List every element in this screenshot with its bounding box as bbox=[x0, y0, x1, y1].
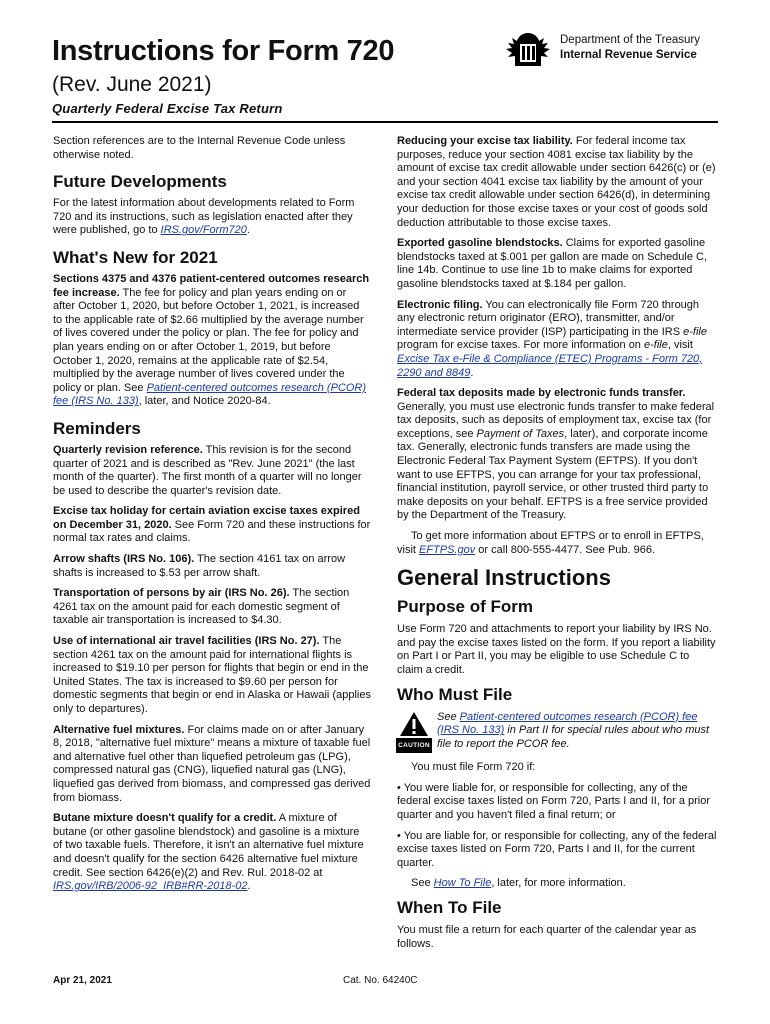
department-block bbox=[560, 33, 700, 63]
reduce-text: For federal income tax purposes, reduce your section 4081 excise tax liability by the amount of excise tax credit allowable under section 6426(c) or (e) and your section 4041 excise tax liability by the amount of your excise tax credit allowable under section 6426(d), in determining your deduction for those excise taxes or your cost of goods sold deduction attributable to those excise taxes. bbox=[397, 135, 716, 229]
purpose-paragraph: Use Form 720 and attachments to report your liability by IRS No. and pay the excise taxes listed on the form. If you report a liability on Part I or Part II, you may be eligible to use Schedule C to claim a credit. bbox=[397, 623, 716, 676]
arrow-lead: Arrow shafts (IRS No. 106). bbox=[53, 553, 195, 566]
transport-lead: Transportation of persons by air (IRS No. 26). bbox=[53, 587, 290, 600]
pcor-paragraph bbox=[53, 273, 371, 409]
caution-text bbox=[437, 711, 717, 754]
caution-label: CAUTION bbox=[396, 738, 432, 754]
eft-italic: Payment of Taxes bbox=[476, 427, 565, 440]
qrr-lead: Quarterly revision reference. bbox=[53, 443, 203, 456]
intl-air-paragraph bbox=[53, 635, 371, 717]
page-title: Instructions for Form 720 bbox=[52, 35, 395, 67]
warning-triangle-icon bbox=[399, 711, 429, 737]
eftps-link[interactable]: EFTPS.gov bbox=[419, 543, 476, 556]
purpose-heading: Purpose of Form bbox=[397, 597, 534, 617]
efile-text1: You can electronically file Form 720 through any electronic return originator (ERO), transmitter, and/or intermediate service provider (ISP) participating in the IRS bbox=[397, 298, 700, 338]
efile-text2: program for excise taxes. For more information on bbox=[397, 339, 644, 352]
caution-end: in Part II for special rules about who must file to report the PCOR fee. bbox=[437, 724, 710, 750]
intl-lead: Use of international air travel facilities (IRS No. 27). bbox=[53, 635, 320, 648]
butane-text: A mixture of butane (or other gasoline blendstock) and gasoline is a mixture of two taxable fuels. Therefore, it isn't an alternative fuel mixture and doesn't qualify for the section 6426 alternative fuel mixture credit. See section 6426(e)(2) and Rev. Rul. 2018-02 at bbox=[53, 812, 364, 879]
future-developments-paragraph bbox=[53, 197, 371, 238]
see-how-to-file-paragraph bbox=[397, 877, 717, 891]
intro-paragraph: Section references are to the Internal Revenue Code unless otherwise noted. bbox=[53, 135, 346, 161]
altfuel-text: For claims made on or after January 8, 2018, "alternative fuel mixture" means a mixture of taxable fuel and alternative fuel other than liquefied petroleum gas (LPG), compressed natural gas (CNG), liquefied natural gas (LNG), liquefied gas derived from biomass, and compressed gas derived from biomass. bbox=[53, 723, 371, 804]
exported-text: Claims for exported gasoline blendstocks taxed at $.001 per gallon are made on Schedule C, line 14b. Continue to use line 1b to make claims for exported gasoline blendstocks taxed at $.184 per gallon. bbox=[397, 237, 708, 290]
butane-paragraph bbox=[53, 812, 371, 894]
see-text: See bbox=[411, 877, 434, 890]
left-column bbox=[53, 135, 371, 901]
pcor-lead: Sections 4375 and 4376 patient-centered outcomes research fee increase. bbox=[53, 272, 370, 299]
caution-see: See bbox=[437, 710, 460, 723]
pcor-text: The fee for policy and plan years ending on or after October 1, 2020, but before October 1, 2021, is increased to the applicable rate of $2.66 multiplied by the average number of lives covered under the policy or plan. The fee for policy and plan years ending on or after October 1, 2019, but before October 1, 2020, remains at the applicable rate of $2.54, multiplied by the average number of lives covered under the policy or plan. See bbox=[53, 286, 364, 394]
who-must-file-heading: Who Must File bbox=[397, 684, 513, 704]
caution-note bbox=[397, 711, 717, 754]
irs-eagle-logo-icon bbox=[502, 30, 554, 70]
butane-lead: Butane mixture doesn't qualify for a credit. bbox=[53, 812, 277, 825]
see-end: , later, for more information. bbox=[491, 877, 626, 890]
arrow-shafts-paragraph bbox=[53, 553, 371, 580]
eft-text2: , later), and corporate income tax. Generally, electronic funds transfers are made using the Electronic Federal Tax Payment System (EFTPS). If you don't want to use EFTPS, you can arrange for your tax professional, financial institution, payroll service, or other trusted third party to make deposits on your behalf. EFTPS is a free service provided by the Department of the Treasury. bbox=[397, 427, 709, 522]
tax-holiday-paragraph bbox=[53, 505, 371, 546]
when-to-file-heading: When To File bbox=[397, 897, 502, 917]
header-rule bbox=[52, 121, 718, 123]
bullet-item-current-quarter: • You are liable for, or responsible for collecting, any of the federal excise taxes listed on Form 720, Parts I and II, for the current quarter. bbox=[397, 829, 717, 869]
bullet-item-prior-quarter: • You were liable for, or responsible for collecting, any of the federal excise taxes listed on Form 720, Parts I and II, for a prior quarter and you haven't filed a final return; or bbox=[397, 781, 711, 821]
holiday-lead: Excise tax holiday for certain aviation excise taxes expired on December 31, 2020. bbox=[53, 505, 360, 531]
whats-new-heading: What's New for 2021 bbox=[53, 247, 218, 267]
reduce-liability-paragraph bbox=[397, 135, 717, 230]
caution-icon bbox=[397, 711, 431, 754]
right-column bbox=[397, 135, 717, 958]
etec-link[interactable]: Excise Tax e-File & Compliance (ETEC) Programs - Form 720, 2290 and 8849 bbox=[397, 352, 703, 379]
when-to-file-paragraph: You must file a return for each quarter of the calendar year as follows. bbox=[397, 923, 697, 950]
eftps-text: To get more information about EFTPS or to enroll in EFTPS, visit bbox=[397, 530, 704, 556]
general-instructions-heading: General Instructions bbox=[397, 565, 611, 591]
efile-end: . bbox=[470, 366, 474, 379]
revision-date: (Rev. June 2021) bbox=[52, 73, 212, 96]
department-name: Department of the Treasury bbox=[560, 34, 700, 46]
efile-lead: Electronic filing. bbox=[397, 298, 483, 311]
transport-text: The section 4261 tax on the amount paid for each domestic segment of taxable air transportation is increased to $4.30. bbox=[53, 587, 350, 627]
pcor-link[interactable]: Patient-centered outcomes research (PCOR) fee (IRS No. 133) bbox=[53, 381, 367, 408]
quarterly-revision-paragraph bbox=[53, 444, 371, 498]
eft-text1: Generally, you must use electronic funds transfer to make federal tax deposits, such as deposits of employment tax, excise tax (for exceptions, see bbox=[397, 400, 715, 440]
reminders-heading: Reminders bbox=[53, 418, 141, 438]
form720-link[interactable]: IRS.gov/Form720 bbox=[160, 224, 247, 237]
form-subtitle: Quarterly Federal Excise Tax Return bbox=[52, 101, 283, 116]
eftps-paragraph bbox=[397, 530, 717, 557]
pcor-end: , later, and Notice 2020-84. bbox=[138, 395, 271, 408]
agency-name: Internal Revenue Service bbox=[560, 49, 697, 61]
must-file-intro: You must file Form 720 if: bbox=[411, 761, 536, 774]
future-developments-heading: Future Developments bbox=[53, 172, 227, 192]
efile-text3: , visit bbox=[667, 339, 693, 352]
altfuel-lead: Alternative fuel mixtures. bbox=[53, 723, 185, 736]
footer-catalog-number: Cat. No. 64240C bbox=[343, 975, 418, 986]
arrow-text: The section 4161 tax on arrow shafts is increased to $.53 per arrow shaft. bbox=[53, 553, 346, 579]
efile-italic2: e-file bbox=[643, 339, 668, 352]
qrr-text: This revision is for the second quarter of 2021 and is described as "Rev. June 2021" (the last month of the quarter). The first month of a quarter will no longer be used to describe the quarter's revision date. bbox=[53, 443, 362, 497]
footer-date: Apr 21, 2021 bbox=[53, 975, 112, 986]
eft-paragraph bbox=[397, 387, 717, 523]
how-to-file-link[interactable]: How To File bbox=[433, 877, 492, 890]
reduce-lead: Reducing your excise tax liability. bbox=[397, 135, 573, 147]
holiday-text: See Form 720 and these instructions for normal tax rates and claims. bbox=[53, 518, 371, 545]
electronic-filing-paragraph bbox=[397, 299, 717, 381]
eftps-end: or call 800-555-4477. See Pub. 966. bbox=[475, 543, 656, 556]
exported-lead: Exported gasoline blendstocks. bbox=[397, 237, 563, 250]
exported-blendstocks-paragraph bbox=[397, 237, 717, 291]
intl-text: The section 4261 tax on the amount paid for international flights is increased to $19.10 per person for flights that begin or end in the United States. The tax is increased to $9.60 per person for domestic segments that begin or end in Alaska or Hawaii (applies only to departures). bbox=[53, 635, 371, 715]
eft-lead: Federal tax deposits made by electronic funds transfer. bbox=[397, 387, 686, 400]
alt-fuel-paragraph bbox=[53, 724, 371, 806]
irb-link[interactable]: IRS.gov/IRB/2006-92_IRB#RR-2018-02 bbox=[53, 880, 248, 893]
future-end: . bbox=[246, 224, 250, 237]
future-text: For the latest information about developments related to Form 720 and its instructions, such as legislation enacted after they were published, go to bbox=[53, 197, 355, 237]
air-transport-paragraph bbox=[53, 587, 371, 628]
caution-pcor-link[interactable]: Patient-centered outcomes research (PCOR) fee (IRS No. 133) bbox=[437, 710, 698, 737]
efile-italic1: e-file bbox=[683, 325, 707, 338]
butane-end: . bbox=[247, 880, 251, 893]
